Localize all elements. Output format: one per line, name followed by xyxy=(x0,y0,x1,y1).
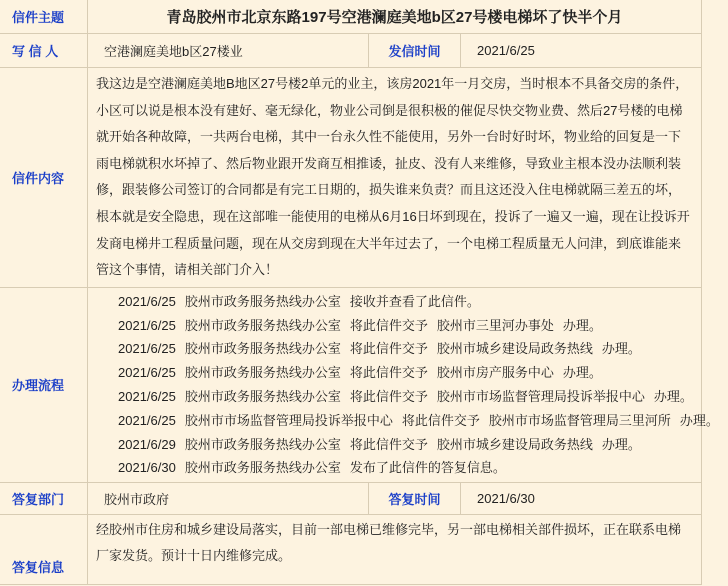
reply-dept-row xyxy=(0,483,702,515)
process-step xyxy=(118,361,701,385)
process-step xyxy=(118,433,701,457)
process-step-from: 胶州市政务服务热线办公室 xyxy=(184,293,341,309)
process-step-action: 接收并查看了此信件。 xyxy=(349,293,480,309)
reply-info-label: 答复信息 xyxy=(0,515,88,585)
process-list xyxy=(88,287,719,482)
reply-dept-value: 胶州市政府 xyxy=(88,483,369,515)
process-step-suffix: 办理。 xyxy=(601,341,641,357)
process-step xyxy=(118,314,701,338)
process-step-suffix: 办理。 xyxy=(562,317,602,333)
process-step-date: 2021/6/25 xyxy=(118,341,176,357)
process-step xyxy=(118,456,701,480)
writer-row xyxy=(0,34,702,68)
process-row xyxy=(0,287,702,482)
process-step xyxy=(118,290,701,314)
process-step-suffix: 办理。 xyxy=(601,436,641,452)
process-step-from: 胶州市政务服务热线办公室 xyxy=(184,365,341,381)
process-step-from: 胶州市政务服务热线办公室 xyxy=(184,341,341,357)
process-step-suffix: 办理。 xyxy=(562,365,602,381)
process-step-from: 胶州市政务服务热线办公室 xyxy=(184,436,341,452)
process-step-date: 2021/6/25 xyxy=(118,317,176,333)
process-step-suffix: 办理。 xyxy=(679,412,719,428)
process-step-date: 2021/6/25 xyxy=(118,412,176,428)
process-step xyxy=(118,337,701,361)
process-step-to: 胶州市城乡建设局政务热线 xyxy=(436,341,593,357)
content-value: 我这边是空港澜庭美地B地区27号楼2单元的业主，该房2021年一月交房，当时根本不具备交房的条件，小区可以说是根本没有建好、毫无绿化，物业公司倒是很积极的催促尽快交物业费、然后27号楼的电梯就开始各种故障，一共两台电梯，其中一台永久性不能使用，另外一台时好时坏，物业给的回复是一下雨电梯就积水坏掉了、然后物业跟开发商互相推诿，扯皮、没有人来维修，导致业主根本没办法顺利装修，跟装修公司签订的合同都是有完工日期的，损失谁来负责？而且这还没入住电梯就隔三差五的坏，根本就是安全隐患，现在这部唯一能使用的电梯从6月16日坏到现在，投诉了一遍又一遍，现在让投诉开发商电梯井工程质量问题，现在从交房到现在大半年过去了，一个电梯工程质量无人问津，到底谁能来管这个事情，请相关部门介入！ xyxy=(88,68,702,288)
process-step-action: 将此信件交予 xyxy=(349,341,428,357)
subject-value: 青岛胶州市北京东路197号空港澜庭美地b区27号楼电梯坏了快半个月 xyxy=(88,0,702,34)
reply-info-row xyxy=(0,515,702,585)
process-step xyxy=(118,409,719,433)
process-step-date: 2021/6/29 xyxy=(118,436,176,452)
process-step-date: 2021/6/25 xyxy=(118,388,176,404)
reply-info-value: 经胶州市住房和城乡建设局落实，目前一部电梯已维修完毕，另一部电梯相关部件损坏，正在联系电梯厂家发货。预计十日内维修完成。 xyxy=(88,515,702,585)
process-label: 办理流程 xyxy=(0,287,88,482)
process-step-from: 胶州市政务服务热线办公室 xyxy=(184,317,341,333)
process-step-to: 胶州市房产服务中心 xyxy=(436,365,554,381)
subject-row xyxy=(0,0,702,34)
process-step-suffix: 办理。 xyxy=(653,388,693,404)
process-step-date: 2021/6/25 xyxy=(118,365,176,381)
reply-time-value: 2021/6/30 xyxy=(461,483,702,515)
subject-label: 信件主题 xyxy=(0,0,88,34)
process-step-to: 胶州市市场监督管理局投诉举报中心 xyxy=(436,388,645,404)
process-step-date: 2021/6/30 xyxy=(118,460,176,476)
process-step-action: 将此信件交予 xyxy=(349,436,428,452)
process-step-from: 胶州市市场监督管理局投诉举报中心 xyxy=(184,412,393,428)
process-step-action: 将此信件交予 xyxy=(349,317,428,333)
process-step-from: 胶州市政务服务热线办公室 xyxy=(184,460,341,476)
process-step-to: 胶州市三里河办事处 xyxy=(436,317,554,333)
process-step-action: 发布了此信件的答复信息。 xyxy=(349,460,506,476)
reply-time-label: 答复时间 xyxy=(369,483,461,515)
process-step-action: 将此信件交予 xyxy=(401,412,480,428)
content-row xyxy=(0,68,702,288)
process-step xyxy=(118,385,701,409)
reply-dept-label: 答复部门 xyxy=(0,483,88,515)
send-time-label: 发信时间 xyxy=(369,34,461,68)
process-step-date: 2021/6/25 xyxy=(118,293,176,309)
content-label: 信件内容 xyxy=(0,68,88,288)
send-time-value: 2021/6/25 xyxy=(461,34,702,68)
process-step-to: 胶州市城乡建设局政务热线 xyxy=(436,436,593,452)
process-step-to: 胶州市市场监督管理局三里河所 xyxy=(488,412,671,428)
process-step-action: 将此信件交予 xyxy=(349,365,428,381)
process-step-from: 胶州市政务服务热线办公室 xyxy=(184,388,341,404)
writer-label: 写 信 人 xyxy=(0,34,88,68)
writer-value: 空港澜庭美地b区27楼业 xyxy=(88,34,369,68)
process-step-action: 将此信件交予 xyxy=(349,388,428,404)
